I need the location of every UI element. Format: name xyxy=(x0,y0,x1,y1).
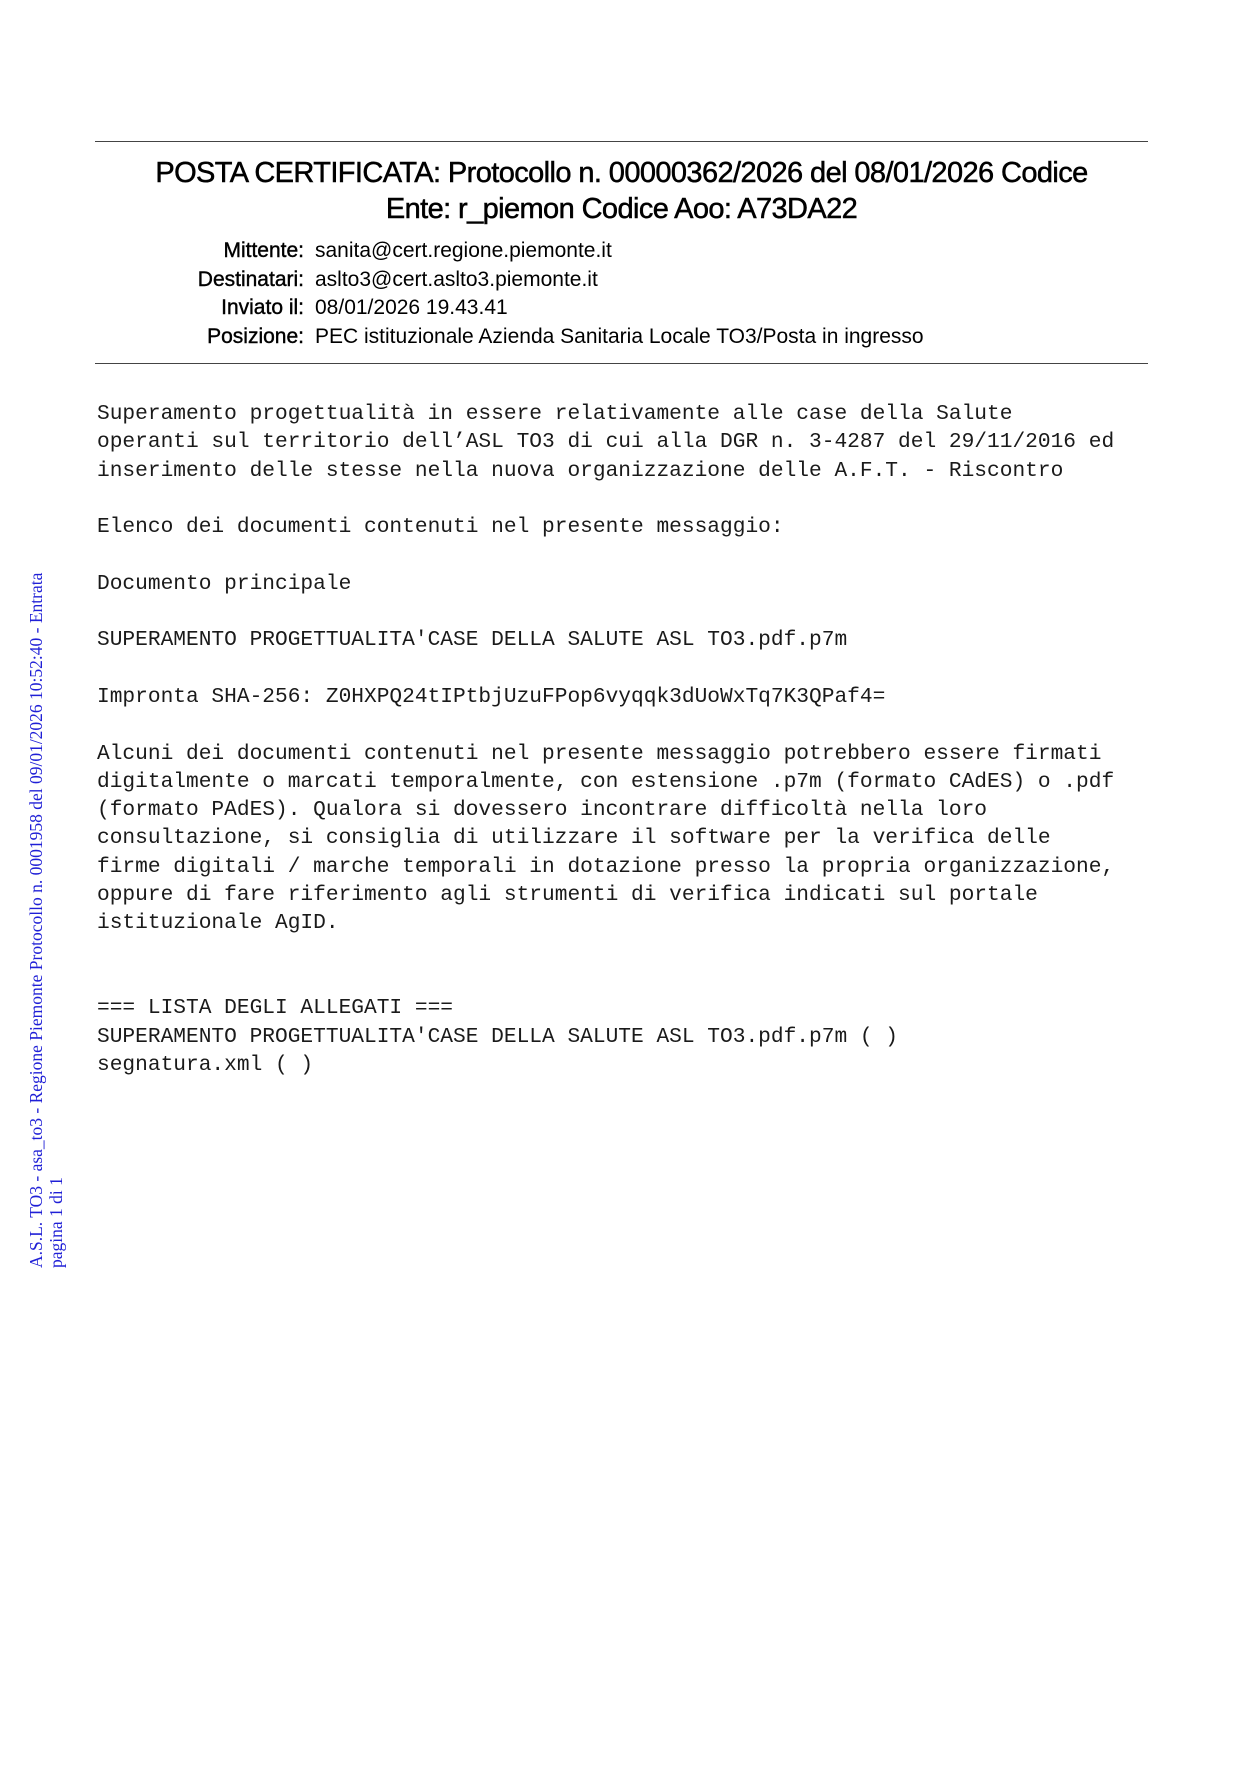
avviso-line: digitalmente o marcati temporalmente, con estensione .p7m (formato CAdES) o .pdf xyxy=(97,769,1115,794)
oggetto-line: Superamento progettualità in essere relativamente alle case della Salute xyxy=(97,402,1013,426)
inviato-label: Inviato il: xyxy=(221,296,304,319)
impronta-hash: Impronta SHA-256: Z0HXPQ24tIPtbjUzuFPop6vyqqk3dUoWxTq7K3QPaf4= xyxy=(97,684,886,709)
meta-row-inviato xyxy=(95,294,1148,323)
oggetto-block xyxy=(97,400,1157,485)
blank-line xyxy=(97,938,1157,966)
meta-row-mittente xyxy=(95,237,1148,266)
blank-line xyxy=(97,541,1157,569)
protocol-stamp-line-1: A.S.L. TO3 - asa_to3 - Regione Piemonte Protocollo n. 0001958 del 09/01/2026 10:52:40 - Entrata xyxy=(26,572,46,1268)
avviso-line: firme digitali / marche temporali in dotazione presso la propria organizzazione, xyxy=(97,854,1115,879)
meta-row-posizione xyxy=(95,323,1148,352)
oggetto-line: operanti sul territorio dell’ASL TO3 di cui alla DGR n. 3-4287 del 29/11/2016 ed xyxy=(97,430,1115,455)
allegati-header: === LISTA DEGLI ALLEGATI === xyxy=(97,996,454,1021)
avviso-line: Alcuni dei documenti contenuti nel presente messaggio potrebbero essere firmati xyxy=(97,741,1102,766)
title-line-1: POSTA CERTIFICATA: Protocollo n. 00000362/2026 del 08/01/2026 Codice xyxy=(155,157,1088,189)
elenco-intro: Elenco dei documenti contenuti nel presente messaggio: xyxy=(97,515,784,540)
blank-line xyxy=(97,966,1157,994)
blank-line xyxy=(97,655,1157,683)
oggetto-line: inserimento delle stesse nella nuova organizzazione delle A.F.T. - Riscontro xyxy=(97,458,1064,483)
documento-principale-file: SUPERAMENTO PROGETTUALITA'CASE DELLA SALUTE ASL TO3.pdf.p7m xyxy=(97,628,848,653)
destinatari-value: aslto3@cert.aslto3.piemonte.it xyxy=(315,267,598,291)
avviso-line: consultazione, si consiglia di utilizzare il software per la verifica delle xyxy=(97,826,1051,851)
allegati-list xyxy=(97,1023,1157,1080)
header-bottom-rule xyxy=(95,363,1148,364)
allegato-item: segnatura.xml ( ) xyxy=(97,1052,314,1077)
blank-line xyxy=(97,598,1157,626)
posizione-value: PEC istituzionale Azienda Sanitaria Locale TO3/Posta in ingresso xyxy=(315,324,924,348)
document-title xyxy=(95,155,1148,227)
avviso-block xyxy=(97,740,1157,938)
mittente-value: sanita@cert.regione.piemonte.it xyxy=(315,239,612,262)
allegato-item: SUPERAMENTO PROGETTUALITA'CASE DELLA SALUTE ASL TO3.pdf.p7m ( ) xyxy=(97,1024,899,1049)
mittente-label: Mittente: xyxy=(223,239,304,262)
inviato-value: 08/01/2026 19.43.41 xyxy=(315,296,508,319)
protocol-stamp xyxy=(26,468,86,1268)
message-metadata xyxy=(95,237,1148,351)
posizione-label: Posizione: xyxy=(207,324,304,348)
blank-line xyxy=(97,711,1157,739)
avviso-line: istituzionale AgID. xyxy=(97,911,339,936)
message-body xyxy=(97,400,1157,1079)
meta-row-destinatari xyxy=(95,266,1148,295)
blank-line xyxy=(97,485,1157,513)
avviso-line: oppure di fare riferimento agli strumenti di verifica indicati sul portale xyxy=(97,883,1038,908)
header-top-rule xyxy=(95,141,1148,142)
title-line-2: Ente: r_piemon Codice Aoo: A73DA22 xyxy=(385,193,858,225)
avviso-line: (formato PAdES). Qualora si dovessero incontrare difficoltà nella loro xyxy=(97,798,988,823)
destinatari-label: Destinatari: xyxy=(197,267,304,291)
documento-principale-label: Documento principale xyxy=(97,571,352,596)
protocol-stamp-page: pagina 1 di 1 xyxy=(46,1177,66,1268)
